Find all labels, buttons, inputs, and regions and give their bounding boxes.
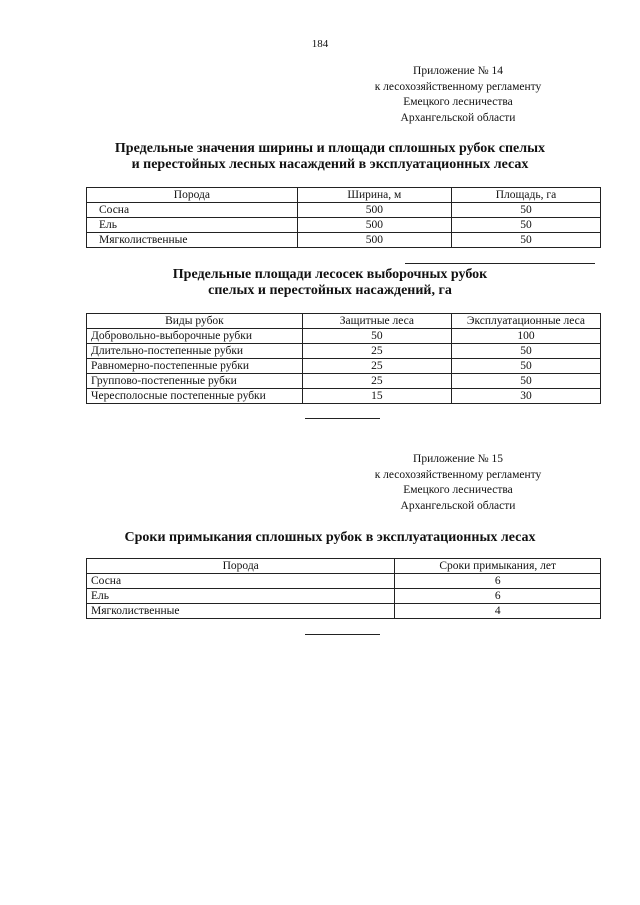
- width-area-table: [86, 187, 601, 248]
- table-cell: 4: [395, 604, 601, 619]
- adjacency-period-table: [86, 558, 601, 619]
- table-row: [87, 604, 601, 619]
- appendix-14-line: Архангельской области: [400, 111, 516, 124]
- table-header-row: [87, 314, 601, 329]
- table-cell: 25: [302, 359, 451, 374]
- appendix-14-line: Емецкого лесничества: [403, 96, 513, 108]
- table-cell: 50: [302, 329, 451, 344]
- section-1-title-line: Предельные значения ширины и площади сплошных рубок спелых: [114, 141, 546, 156]
- appendix-15-line: Архангельской области: [400, 499, 516, 512]
- table-cell: Группово-постепенные рубки: [87, 374, 303, 389]
- table-cell: Мягколиственные: [87, 604, 395, 619]
- table-cell: Ель: [87, 589, 395, 604]
- appendix-15-line: Емецкого лесничества: [403, 484, 513, 496]
- appendix-15-line: Приложение № 15: [413, 453, 503, 465]
- table-cell: 500: [297, 218, 451, 233]
- table-row: [87, 203, 601, 218]
- section-2-title: [60, 267, 600, 299]
- section-3-title: Сроки примыкания сплошных рубок в эксплуатационных лесах: [124, 530, 536, 545]
- column-header: Защитные леса: [302, 314, 451, 329]
- section-2-title-line: спелых и перестойных насаждений, га: [208, 283, 452, 298]
- table-cell: 50: [451, 374, 600, 389]
- column-header: Порода: [87, 188, 298, 203]
- table-cell: 6: [395, 574, 601, 589]
- table-cell: 50: [451, 203, 600, 218]
- selective-cutting-table: [86, 313, 601, 404]
- table-row: [87, 329, 601, 344]
- table-row: [87, 344, 601, 359]
- table-row: [87, 389, 601, 404]
- table-cell: 100: [451, 329, 600, 344]
- table-cell: 30: [451, 389, 600, 404]
- table-cell: 25: [302, 374, 451, 389]
- table-cell: Добровольно-выборочные рубки: [87, 329, 303, 344]
- table-row: [87, 589, 601, 604]
- table-cell: 500: [297, 233, 451, 248]
- table-cell: Сосна: [87, 574, 395, 589]
- table-cell: 6: [395, 589, 601, 604]
- table-cell: 500: [297, 203, 451, 218]
- section-1-title-line: и перестойных лесных насаждений в эксплуатационных лесах: [131, 157, 529, 172]
- section-1-title: [60, 141, 600, 173]
- table-row: [87, 359, 601, 374]
- table-cell: Равномерно-постепенные рубки: [87, 359, 303, 374]
- table-row: [87, 233, 601, 248]
- table-cell: Сосна: [87, 203, 298, 218]
- table-cell: Мягколиственные: [87, 233, 298, 248]
- appendix-15-header: [328, 452, 588, 514]
- column-header: Эксплуатационные леса: [451, 314, 600, 329]
- column-header: Ширина, м: [297, 188, 451, 203]
- table-header-row: [87, 188, 601, 203]
- table-cell: Длительно-постепенные рубки: [87, 344, 303, 359]
- divider-line: [305, 418, 380, 419]
- table-cell: 25: [302, 344, 451, 359]
- table-header-row: [87, 559, 601, 574]
- table-row: [87, 374, 601, 389]
- table-cell: 50: [451, 359, 600, 374]
- column-header: Площадь, га: [451, 188, 600, 203]
- page-number: 184: [311, 38, 329, 50]
- appendix-14-header: [328, 64, 588, 126]
- table-row: [87, 218, 601, 233]
- divider-line: [305, 634, 380, 635]
- appendix-14-line: Приложение № 14: [413, 65, 503, 77]
- table-row: [87, 574, 601, 589]
- table-cell: 15: [302, 389, 451, 404]
- divider-line: [405, 263, 595, 264]
- appendix-14-line: к лесохозяйственному регламенту: [374, 80, 542, 93]
- table-cell: Ель: [87, 218, 298, 233]
- table-cell: Чересполосные постепенные рубки: [87, 389, 303, 404]
- column-header: Виды рубок: [87, 314, 303, 329]
- column-header: Порода: [87, 559, 395, 574]
- appendix-15-line: к лесохозяйственному регламенту: [374, 468, 542, 481]
- section-2-title-line: Предельные площади лесосек выборочных рубок: [172, 267, 488, 282]
- column-header: Сроки примыкания, лет: [395, 559, 601, 574]
- table-cell: 50: [451, 233, 600, 248]
- table-cell: 50: [451, 344, 600, 359]
- table-cell: 50: [451, 218, 600, 233]
